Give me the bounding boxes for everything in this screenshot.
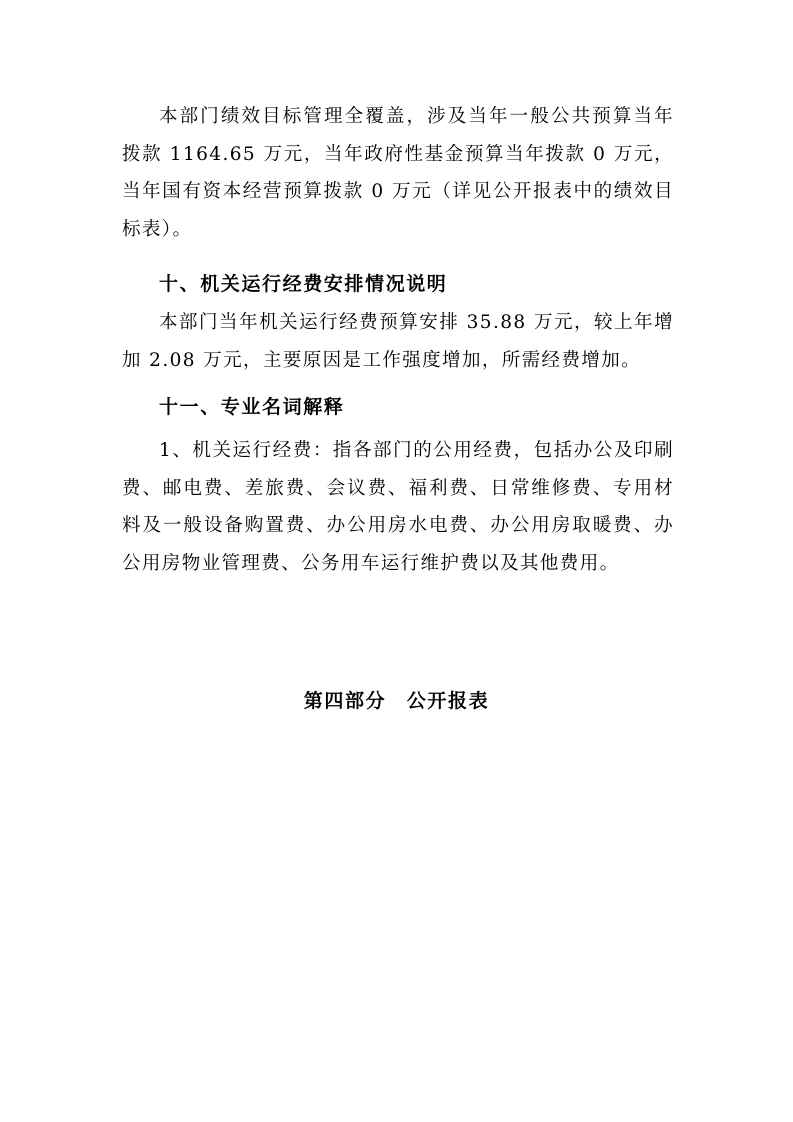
section-11-item-1: 1、机关运行经费：指各部门的公用经费，包括办公及印刷费、邮电费、差旅费、会议费、福利费、日常维修费、专用材料及一般设备购置费、办公用房水电费、办公用房取暖费、办公用房物业管理费、公务用车运行维护费以及其他费用。	[122, 440, 674, 574]
section-11-heading: 十一、专业名词解释	[159, 396, 345, 418]
performance-target-paragraph: 本部门绩效目标管理全覆盖，涉及当年一般公共预算当年拨款 1164.65 万元，当年政府性基金预算当年拨款 0 万元，当年国有资本经营预算拨款 0 万元（详见公开报表中的绩效目标表）。	[122, 106, 674, 240]
part-4-title: 第四部分 公开报表	[303, 690, 490, 712]
section-10-body: 本部门当年机关运行经费预算安排 35.88 万元，较上年增加 2.08 万元，主要原因是工作强度增加，所需经费增加。	[122, 312, 674, 371]
section-10-heading: 十、机关运行经费安排情况说明	[159, 273, 448, 295]
